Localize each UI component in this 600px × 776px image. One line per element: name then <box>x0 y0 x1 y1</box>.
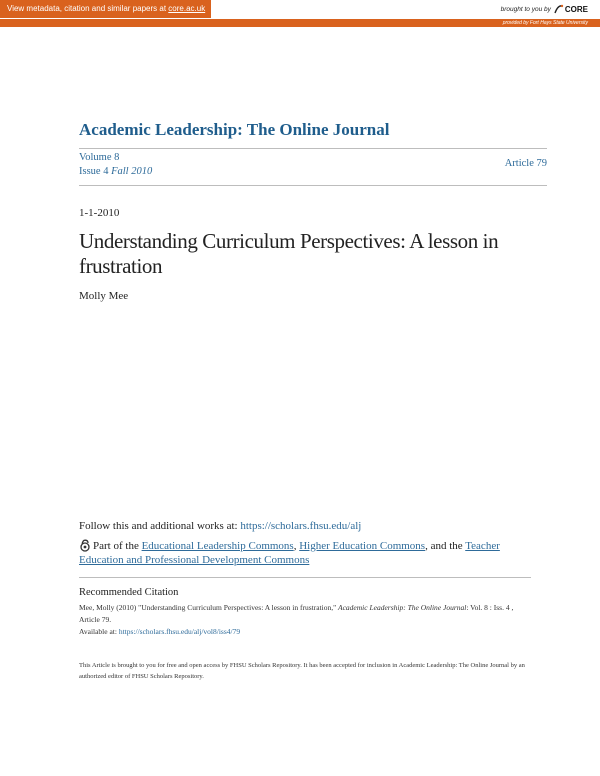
brought-by-label: brought to you by <box>500 5 551 13</box>
core-link[interactable]: core.ac.uk <box>168 4 206 13</box>
part-of-prefix: Part of the <box>93 540 142 552</box>
follow-line <box>79 520 361 532</box>
recommended-citation-body <box>79 602 529 638</box>
publication-date: 1-1-2010 <box>79 207 120 219</box>
higher-education-commons-link[interactable]: Higher Education Commons <box>299 540 426 552</box>
citation-prefix: Mee, Molly (2010) "Understanding Curriculum Perspectives: A lesson in frustration," <box>79 603 339 612</box>
divider-top <box>79 148 547 149</box>
educational-leadership-commons-link[interactable]: Educational Leadership Commons <box>141 540 294 552</box>
part-of-sep1: , <box>293 540 300 552</box>
issue-number: Issue 4 <box>79 166 109 177</box>
core-logo-icon <box>553 4 564 15</box>
follow-link[interactable]: https://scholars.fhsu.edu/alj <box>240 520 362 532</box>
citation-suffix: : Vol. 8 : Iss. 4 , Article 79. <box>79 603 514 624</box>
repository-notice: This Article is brought to you for free and open access by FHSU Scholars Repository. It has been accepted for inclusion in Academic Leadership: The Online Journal by an authorized editor of FHSU Scholars Repository. <box>79 662 525 680</box>
available-link[interactable]: https://scholars.fhsu.edu/alj/vol8/iss4/79 <box>118 627 241 636</box>
recommended-citation-heading: Recommended Citation <box>79 587 179 598</box>
journal-title[interactable]: Academic Leadership: The Online Journal <box>79 120 390 139</box>
divider-citation <box>79 577 531 578</box>
core-logo-text: CORE <box>564 4 588 14</box>
issue-season: Fall 2010 <box>111 166 153 177</box>
core-metadata-link[interactable] <box>0 0 211 18</box>
open-access-icon <box>79 539 91 552</box>
divider-bottom <box>79 185 547 186</box>
citation-journal: Academic Leadership: The Online Journal <box>338 603 467 612</box>
teacher-education-commons-link[interactable]: Teacher Education and Professional Development Commons <box>79 540 500 566</box>
paper-title: Understanding Curriculum Perspectives: A lesson in frustration <box>79 229 499 278</box>
provided-by: provided by Fort Hays State University <box>502 20 588 26</box>
core-logo[interactable] <box>553 4 588 15</box>
core-link-prefix: View metadata, citation and similar papers at <box>7 4 169 13</box>
issue-link[interactable] <box>79 166 152 177</box>
author-name: Molly Mee <box>79 290 129 302</box>
brought-to-you-by <box>501 3 588 15</box>
core-banner <box>0 0 600 27</box>
available-prefix: Available at: <box>79 627 119 636</box>
volume-link[interactable]: Volume 8 <box>79 152 120 163</box>
part-of-commons <box>79 539 519 567</box>
follow-prefix: Follow this and additional works at: <box>79 520 241 532</box>
article-number[interactable]: Article 79 <box>504 158 547 169</box>
part-of-sep2: , and the <box>425 540 466 552</box>
